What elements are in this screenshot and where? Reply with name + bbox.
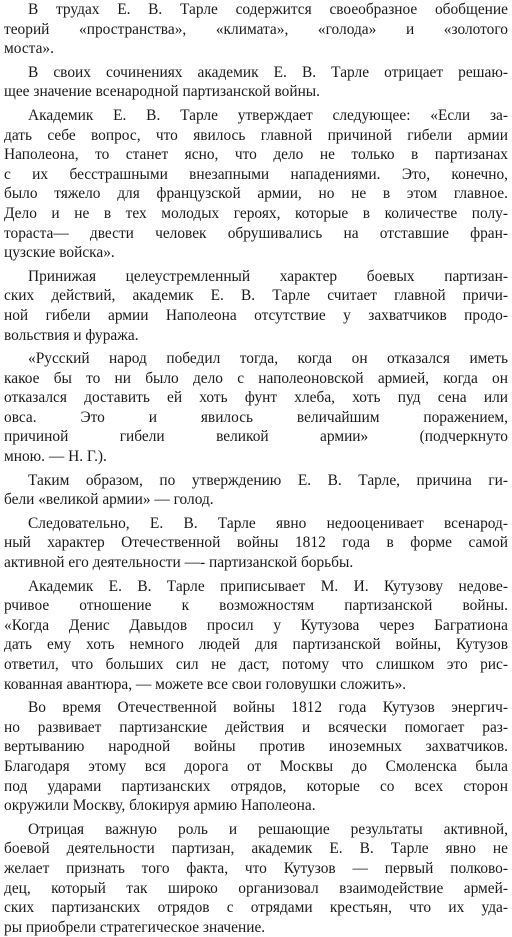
text-line: с их бесстрашными внезапными нападениями. Это, конечно, bbox=[4, 165, 508, 183]
text-line: причиной гибели великой армии» (подчеркнуто bbox=[4, 428, 508, 446]
document-page bbox=[4, 0, 508, 936]
text-line: боевой деятельности партизан, академик Е. В. Тарле явно не bbox=[4, 840, 508, 858]
text-line: цузские войска». bbox=[4, 244, 115, 262]
text-line: вертыванию народной войны против иноземных захватчиков. bbox=[4, 738, 508, 756]
text-line: дать себе вопрос, что явилось главной причиной гибели армии bbox=[4, 126, 508, 144]
paragraph bbox=[4, 349, 508, 467]
text-line: щее значение всенародной партизанской войны. bbox=[4, 83, 320, 101]
paragraph bbox=[4, 820, 508, 937]
text-line: Наполеона, то станет ясно, что дело не только в партизанах bbox=[4, 146, 508, 164]
text-line: ответил, что больших сил не даст, потому что слишком это рис- bbox=[4, 656, 508, 673]
text-line: Академик Е. В. Тарле утверждает следующее: «Если за- bbox=[28, 106, 508, 124]
text-line: ских партизанских отрядов с отрядами крестьян, что их уда- bbox=[4, 899, 508, 917]
text-line: бели «великой армии» — голод. bbox=[4, 491, 214, 509]
text-line: желает признать того факта, что Кутузов — первый полково- bbox=[4, 859, 508, 877]
text-line: Во время Отечественной войны 1812 года Кутузов энергич- bbox=[28, 699, 508, 717]
text-line: дец, который так широко организовал взаимодействие армей- bbox=[4, 879, 508, 897]
text-line: отказался доставить ей хоть фунт хлеба, хоть пуд сена или bbox=[4, 389, 508, 407]
text-line: теорий «пространства», «климата», «голода» и «золотого bbox=[4, 20, 508, 38]
text-line: дать ему хоть немного людей для партизанской войны, Кутузов bbox=[4, 636, 508, 654]
text-line: овса. Это и явилось величайшим поражением, bbox=[4, 408, 508, 426]
text-line: мною. — Н. Г.). bbox=[4, 448, 107, 466]
text-line: Дело и не в тех молодых героях, которые в количестве полу- bbox=[4, 204, 508, 222]
text-line: Принижая целеустремленный характер боевых партизан- bbox=[28, 267, 508, 285]
text-line: какое бы то ни было дело с наполеоновской армией, когда он bbox=[4, 369, 508, 387]
text-line: моста». bbox=[4, 40, 54, 58]
paragraph bbox=[4, 698, 508, 816]
text-line: но развивает партизанские действия и всячески помогает раз- bbox=[4, 718, 508, 736]
text-line: ный характер Отечественной войны 1812 года в форме самой bbox=[4, 534, 508, 552]
text-line: ной гибели армии Наполеона отсутствие у захватчиков продо- bbox=[4, 306, 508, 324]
text-line: вольствия и фуража. bbox=[4, 326, 139, 344]
text-line: под ударами партизанских отрядов, которые со всех сторон bbox=[4, 777, 508, 795]
paragraph bbox=[4, 577, 508, 695]
text-line: «Русский народ победил тогда, когда он отказался иметь bbox=[28, 350, 508, 368]
text-line: ры приобрели стратегическое значение. bbox=[4, 918, 266, 936]
text-line: В своих сочинениях академик Е. В. Тарле отрицает решаю- bbox=[28, 63, 508, 81]
text-line: Следовательно, Е. В. Тарле явно недооценивает всенарод- bbox=[28, 514, 508, 532]
paragraph bbox=[4, 514, 508, 573]
text-line: рчивое отношение к возможностям партизанской войны. bbox=[4, 597, 508, 615]
text-line: «Когда Денис Давыдов просил у Кутузова через Багратиона bbox=[4, 616, 508, 634]
paragraph bbox=[4, 471, 508, 510]
paragraph bbox=[4, 63, 508, 102]
text-line: кованная авантюра, — можете все свои головушки сложить». bbox=[4, 675, 407, 693]
text-line: окружили Москву, блокируя армию Наполеона. bbox=[4, 797, 316, 815]
text-line: Таким образом, по утверждению Е. В. Тарле, причина ги- bbox=[28, 471, 508, 489]
text-line: Академик Е. В. Тарле приписывает М. И. Кутузову недове- bbox=[28, 577, 508, 595]
text-line: Благодаря этому вся дорога от Москвы до Смоленска была bbox=[4, 757, 508, 775]
text-line: активной его деятельности —- партизанской борьбы. bbox=[4, 554, 354, 572]
paragraph bbox=[4, 267, 508, 345]
paragraph bbox=[4, 106, 508, 263]
text-line: Отрицая важную роль и решающие результаты активной, bbox=[28, 820, 508, 838]
text-line: было тяжело для французской армии, но не в этом главное. bbox=[4, 185, 508, 203]
text-line: ских действий, академик Е. В. Тарле считает главной причи- bbox=[4, 287, 508, 305]
text-line: В трудах Е. В. Тарле содержится своеобразное обобщение bbox=[28, 1, 508, 18]
paragraph bbox=[4, 0, 508, 59]
text-line: тораста— двести человек обрушивались на отставшие фран- bbox=[4, 224, 508, 242]
